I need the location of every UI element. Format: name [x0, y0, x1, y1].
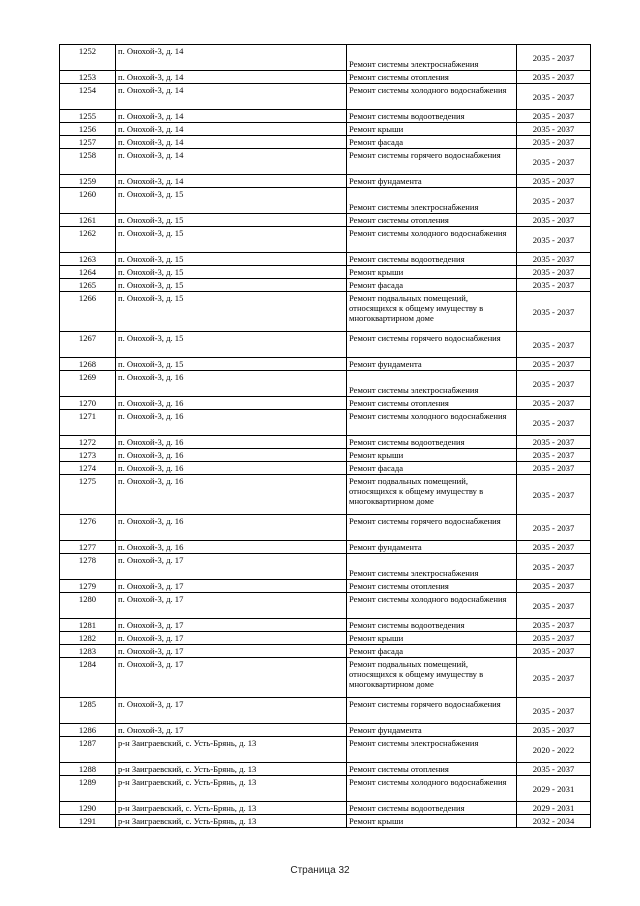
row-number: 1287 — [60, 737, 116, 763]
row-work-type: Ремонт системы водоотведения — [347, 436, 517, 449]
row-work-type: Ремонт фасада — [347, 462, 517, 475]
row-number: 1268 — [60, 358, 116, 371]
row-address: п. Онохой-3, д. 16 — [116, 436, 347, 449]
row-work-type: Ремонт системы отопления — [347, 763, 517, 776]
table-row — [60, 188, 591, 214]
row-number: 1255 — [60, 110, 116, 123]
row-number: 1256 — [60, 123, 116, 136]
table-row — [60, 632, 591, 645]
row-number: 1286 — [60, 724, 116, 737]
row-number: 1290 — [60, 802, 116, 815]
row-number: 1283 — [60, 645, 116, 658]
table-row — [60, 541, 591, 554]
row-work-type: Ремонт системы холодного водоснабжения — [347, 227, 517, 253]
table-row — [60, 580, 591, 593]
table-row — [60, 149, 591, 175]
table-row — [60, 410, 591, 436]
row-work-type: Ремонт системы холодного водоснабжения — [347, 410, 517, 436]
table-row — [60, 253, 591, 266]
row-address: п. Онохой-3, д. 14 — [116, 110, 347, 123]
row-address: р-н Заиграевский, с. Усть-Брянь, д. 13 — [116, 802, 347, 815]
table-row — [60, 279, 591, 292]
row-number: 1281 — [60, 619, 116, 632]
row-number: 1265 — [60, 279, 116, 292]
row-period: 2035 - 2037 — [517, 110, 591, 123]
table-row — [60, 266, 591, 279]
row-address: п. Онохой-3, д. 17 — [116, 593, 347, 619]
row-address: п. Онохой-3, д. 15 — [116, 253, 347, 266]
row-address: п. Онохой-3, д. 14 — [116, 149, 347, 175]
row-work-type: Ремонт системы горячего водоснабжения — [347, 698, 517, 724]
table-row — [60, 815, 591, 828]
row-number: 1258 — [60, 149, 116, 175]
row-period: 2035 - 2037 — [517, 763, 591, 776]
row-address: п. Онохой-3, д. 17 — [116, 645, 347, 658]
row-period: 2035 - 2037 — [517, 279, 591, 292]
row-number: 1262 — [60, 227, 116, 253]
table-row — [60, 763, 591, 776]
row-work-type: Ремонт системы горячего водоснабжения — [347, 332, 517, 358]
row-period: 2035 - 2037 — [517, 619, 591, 632]
row-work-type: Ремонт крыши — [347, 266, 517, 279]
row-work-type: Ремонт подвальных помещений, относящихся к общему имуществу в многоквартирном доме — [347, 658, 517, 698]
table-row — [60, 462, 591, 475]
row-number: 1284 — [60, 658, 116, 698]
row-address: п. Онохой-3, д. 17 — [116, 724, 347, 737]
row-address: п. Онохой-3, д. 17 — [116, 619, 347, 632]
table-row — [60, 475, 591, 515]
row-work-type: Ремонт крыши — [347, 123, 517, 136]
table-row — [60, 123, 591, 136]
row-number: 1269 — [60, 371, 116, 397]
row-number: 1260 — [60, 188, 116, 214]
row-period: 2035 - 2037 — [517, 253, 591, 266]
row-work-type: Ремонт подвальных помещений, относящихся к общему имуществу в многоквартирном доме — [347, 292, 517, 332]
row-address: р-н Заиграевский, с. Усть-Брянь, д. 13 — [116, 737, 347, 763]
row-address: п. Онохой-3, д. 16 — [116, 541, 347, 554]
row-number: 1253 — [60, 71, 116, 84]
row-work-type: Ремонт системы электроснабжения — [347, 554, 517, 580]
row-period: 2035 - 2037 — [517, 410, 591, 436]
table-row — [60, 449, 591, 462]
row-address: п. Онохой-3, д. 16 — [116, 371, 347, 397]
row-address: р-н Заиграевский, с. Усть-Брянь, д. 13 — [116, 776, 347, 802]
row-number: 1267 — [60, 332, 116, 358]
table-row — [60, 292, 591, 332]
table-row — [60, 515, 591, 541]
row-number: 1259 — [60, 175, 116, 188]
table-row — [60, 776, 591, 802]
table-row — [60, 658, 591, 698]
table-row — [60, 724, 591, 737]
row-address: п. Онохой-3, д. 15 — [116, 214, 347, 227]
row-work-type: Ремонт системы водоотведения — [347, 802, 517, 815]
table-row — [60, 332, 591, 358]
row-address: п. Онохой-3, д. 14 — [116, 136, 347, 149]
row-period: 2035 - 2037 — [517, 645, 591, 658]
row-period: 2035 - 2037 — [517, 227, 591, 253]
row-period: 2035 - 2037 — [517, 475, 591, 515]
row-work-type: Ремонт системы холодного водоснабжения — [347, 593, 517, 619]
row-period: 2035 - 2037 — [517, 149, 591, 175]
row-number: 1275 — [60, 475, 116, 515]
row-number: 1272 — [60, 436, 116, 449]
table-row — [60, 436, 591, 449]
row-address: р-н Заиграевский, с. Усть-Брянь, д. 13 — [116, 815, 347, 828]
row-work-type: Ремонт системы отопления — [347, 397, 517, 410]
row-number: 1285 — [60, 698, 116, 724]
row-address: п. Онохой-3, д. 15 — [116, 266, 347, 279]
row-period: 2029 - 2031 — [517, 802, 591, 815]
row-address: п. Онохой-3, д. 16 — [116, 475, 347, 515]
row-period: 2035 - 2037 — [517, 136, 591, 149]
row-period: 2020 - 2022 — [517, 737, 591, 763]
table-row — [60, 358, 591, 371]
row-number: 1257 — [60, 136, 116, 149]
row-address: п. Онохой-3, д. 17 — [116, 698, 347, 724]
table-row — [60, 593, 591, 619]
row-number: 1252 — [60, 45, 116, 71]
row-period: 2035 - 2037 — [517, 292, 591, 332]
table-row — [60, 737, 591, 763]
row-number: 1276 — [60, 515, 116, 541]
row-address: р-н Заиграевский, с. Усть-Брянь, д. 13 — [116, 763, 347, 776]
row-period: 2029 - 2031 — [517, 776, 591, 802]
row-address: п. Онохой-3, д. 14 — [116, 45, 347, 71]
row-address: п. Онохой-3, д. 16 — [116, 397, 347, 410]
row-period: 2035 - 2037 — [517, 593, 591, 619]
row-address: п. Онохой-3, д. 15 — [116, 358, 347, 371]
table-row — [60, 698, 591, 724]
row-address: п. Онохой-3, д. 16 — [116, 462, 347, 475]
table-row — [60, 84, 591, 110]
row-work-type: Ремонт системы электроснабжения — [347, 188, 517, 214]
row-work-type: Ремонт фундамента — [347, 541, 517, 554]
row-work-type: Ремонт системы водоотведения — [347, 253, 517, 266]
row-work-type: Ремонт системы водоотведения — [347, 110, 517, 123]
row-number: 1289 — [60, 776, 116, 802]
row-period: 2035 - 2037 — [517, 371, 591, 397]
table-row — [60, 645, 591, 658]
row-period: 2035 - 2037 — [517, 632, 591, 645]
row-work-type: Ремонт системы электроснабжения — [347, 737, 517, 763]
row-period: 2035 - 2037 — [517, 724, 591, 737]
row-period: 2035 - 2037 — [517, 658, 591, 698]
row-address: п. Онохой-3, д. 14 — [116, 175, 347, 188]
row-work-type: Ремонт фундамента — [347, 175, 517, 188]
row-address: п. Онохой-3, д. 15 — [116, 227, 347, 253]
row-number: 1282 — [60, 632, 116, 645]
row-period: 2035 - 2037 — [517, 449, 591, 462]
row-period: 2035 - 2037 — [517, 541, 591, 554]
table-row — [60, 619, 591, 632]
row-work-type: Ремонт системы горячего водоснабжения — [347, 149, 517, 175]
row-period: 2035 - 2037 — [517, 580, 591, 593]
row-number: 1278 — [60, 554, 116, 580]
row-work-type: Ремонт крыши — [347, 815, 517, 828]
row-work-type: Ремонт крыши — [347, 632, 517, 645]
row-address: п. Онохой-3, д. 14 — [116, 84, 347, 110]
row-period: 2032 - 2034 — [517, 815, 591, 828]
table-row — [60, 175, 591, 188]
row-work-type: Ремонт фасада — [347, 279, 517, 292]
row-work-type: Ремонт системы холодного водоснабжения — [347, 776, 517, 802]
row-period: 2035 - 2037 — [517, 698, 591, 724]
row-period: 2035 - 2037 — [517, 214, 591, 227]
table-row — [60, 45, 591, 71]
row-address: п. Онохой-3, д. 17 — [116, 658, 347, 698]
table-body — [60, 45, 591, 828]
row-period: 2035 - 2037 — [517, 84, 591, 110]
row-period: 2035 - 2037 — [517, 515, 591, 541]
row-number: 1266 — [60, 292, 116, 332]
row-number: 1291 — [60, 815, 116, 828]
row-period: 2035 - 2037 — [517, 554, 591, 580]
row-period: 2035 - 2037 — [517, 266, 591, 279]
table-row — [60, 214, 591, 227]
table-row — [60, 397, 591, 410]
row-work-type: Ремонт крыши — [347, 449, 517, 462]
row-period: 2035 - 2037 — [517, 358, 591, 371]
row-address: п. Онохой-3, д. 16 — [116, 515, 347, 541]
row-period: 2035 - 2037 — [517, 332, 591, 358]
page-number: Страница 32 — [290, 865, 350, 876]
row-work-type: Ремонт фасада — [347, 645, 517, 658]
row-number: 1277 — [60, 541, 116, 554]
row-work-type: Ремонт системы отопления — [347, 580, 517, 593]
row-number: 1264 — [60, 266, 116, 279]
table-row — [60, 110, 591, 123]
row-period: 2035 - 2037 — [517, 175, 591, 188]
row-address: п. Онохой-3, д. 17 — [116, 580, 347, 593]
row-address: п. Онохой-3, д. 16 — [116, 449, 347, 462]
table-row — [60, 802, 591, 815]
row-period: 2035 - 2037 — [517, 123, 591, 136]
row-number: 1288 — [60, 763, 116, 776]
table-row — [60, 71, 591, 84]
row-period: 2035 - 2037 — [517, 45, 591, 71]
row-address: п. Онохой-3, д. 16 — [116, 410, 347, 436]
row-work-type: Ремонт фундамента — [347, 358, 517, 371]
row-work-type: Ремонт системы водоотведения — [347, 619, 517, 632]
row-number: 1261 — [60, 214, 116, 227]
row-address: п. Онохой-3, д. 15 — [116, 332, 347, 358]
row-period: 2035 - 2037 — [517, 397, 591, 410]
table-row — [60, 136, 591, 149]
row-address: п. Онохой-3, д. 17 — [116, 554, 347, 580]
row-number: 1270 — [60, 397, 116, 410]
row-period: 2035 - 2037 — [517, 188, 591, 214]
row-period: 2035 - 2037 — [517, 436, 591, 449]
row-number: 1279 — [60, 580, 116, 593]
table-row — [60, 554, 591, 580]
row-work-type: Ремонт системы горячего водоснабжения — [347, 515, 517, 541]
row-number: 1271 — [60, 410, 116, 436]
table-row — [60, 227, 591, 253]
row-work-type: Ремонт фасада — [347, 136, 517, 149]
row-address: п. Онохой-3, д. 15 — [116, 188, 347, 214]
row-address: п. Онохой-3, д. 15 — [116, 292, 347, 332]
row-address: п. Онохой-3, д. 14 — [116, 71, 347, 84]
row-work-type: Ремонт системы холодного водоснабжения — [347, 84, 517, 110]
row-number: 1263 — [60, 253, 116, 266]
row-address: п. Онохой-3, д. 14 — [116, 123, 347, 136]
repair-schedule-table — [59, 44, 591, 828]
row-work-type: Ремонт системы электроснабжения — [347, 371, 517, 397]
row-work-type: Ремонт системы отопления — [347, 214, 517, 227]
row-number: 1280 — [60, 593, 116, 619]
row-work-type: Ремонт системы отопления — [347, 71, 517, 84]
row-number: 1254 — [60, 84, 116, 110]
row-address: п. Онохой-3, д. 17 — [116, 632, 347, 645]
row-period: 2035 - 2037 — [517, 71, 591, 84]
row-address: п. Онохой-3, д. 15 — [116, 279, 347, 292]
row-number: 1273 — [60, 449, 116, 462]
row-number: 1274 — [60, 462, 116, 475]
row-work-type: Ремонт фундамента — [347, 724, 517, 737]
row-work-type: Ремонт системы электроснабжения — [347, 45, 517, 71]
table-row — [60, 371, 591, 397]
row-period: 2035 - 2037 — [517, 462, 591, 475]
row-work-type: Ремонт подвальных помещений, относящихся к общему имуществу в многоквартирном доме — [347, 475, 517, 515]
